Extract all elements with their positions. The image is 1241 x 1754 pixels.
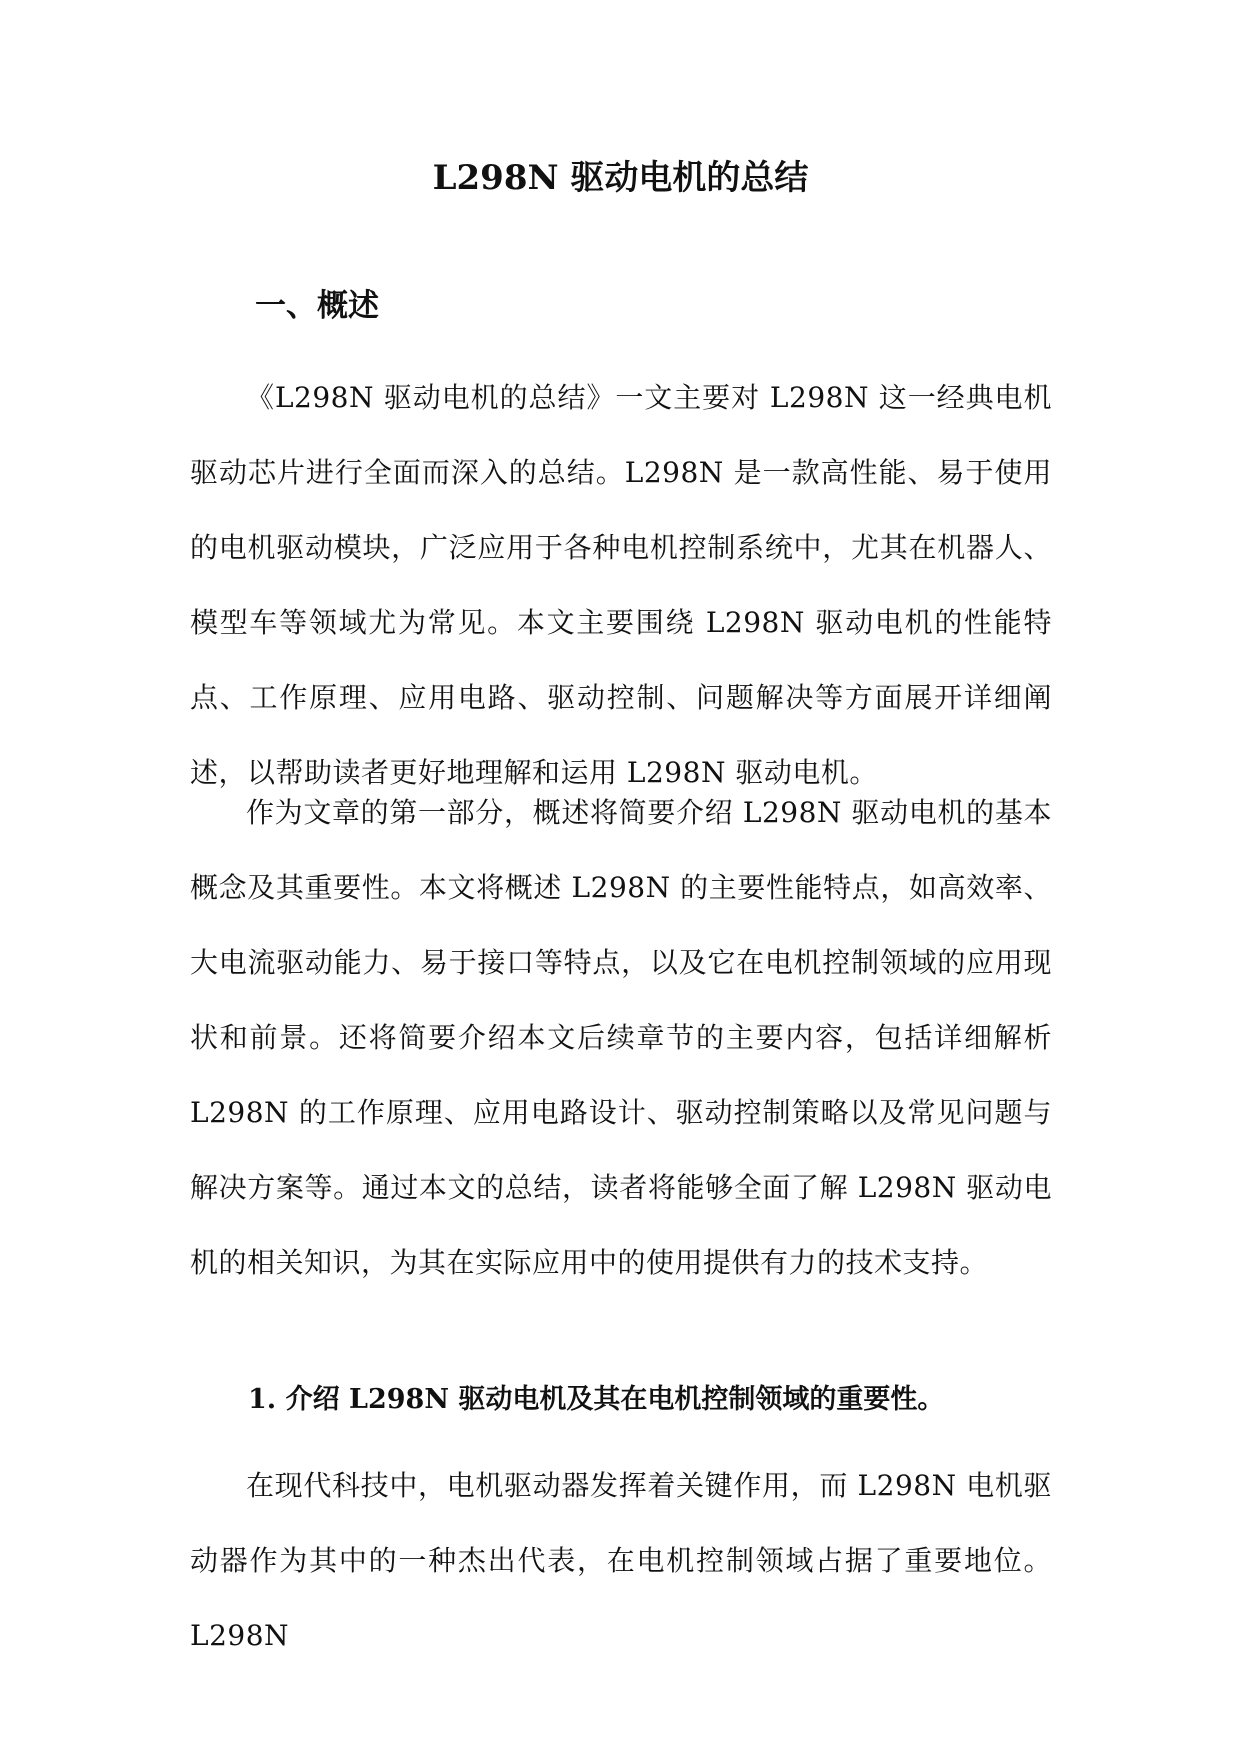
overview-paragraph-2: 作为文章的第一部分，概述将简要介绍 L298N 驱动电机的基本概念及其重要性。本文将概述 L298N 的主要性能特点，如高效率、大电流驱动能力、易于接口等特点，以及它在电机控制领域的应用现状和前景。还将简要介绍本文后续章节的主要内容，包括详细解析 L298N 的工作原理、应用电路设计、驱动控制策略以及常见问题与解决方案等。通过本文的总结，读者将能够全面了解 L298N 驱动电机的相关知识，为其在实际应用中的使用提供有力的技术支持。 (190, 796, 1052, 1279)
subsection-heading-1: 1. 介绍 L298N 驱动电机及其在电机控制领域的重要性。 (248, 1384, 945, 1415)
document-title: L298N 驱动电机的总结 (432, 158, 809, 198)
section-heading-overview: 一、概述 (255, 288, 379, 324)
overview-paragraph-1: 《L298N 驱动电机的总结》一文主要对 L298N 这一经典电机驱动芯片进行全面而深入的总结。L298N 是一款高性能、易于使用的电机驱动模块，广泛应用于各种电机控制系统中，尤其在机器人、模型车等领域尤为常见。本文主要围绕 L298N 驱动电机的性能特点、工作原理、应用电路、驱动控制、问题解决等方面展开详细阐述，以帮助读者更好地理解和运用 L298N 驱动电机。 (190, 381, 1052, 789)
subsection-paragraph-1: 在现代科技中，电机驱动器发挥着关键作用，而 L298N 电机驱动器作为其中的一种杰出代表，在电机控制领域占据了重要地位。L298N (190, 1469, 1052, 1652)
